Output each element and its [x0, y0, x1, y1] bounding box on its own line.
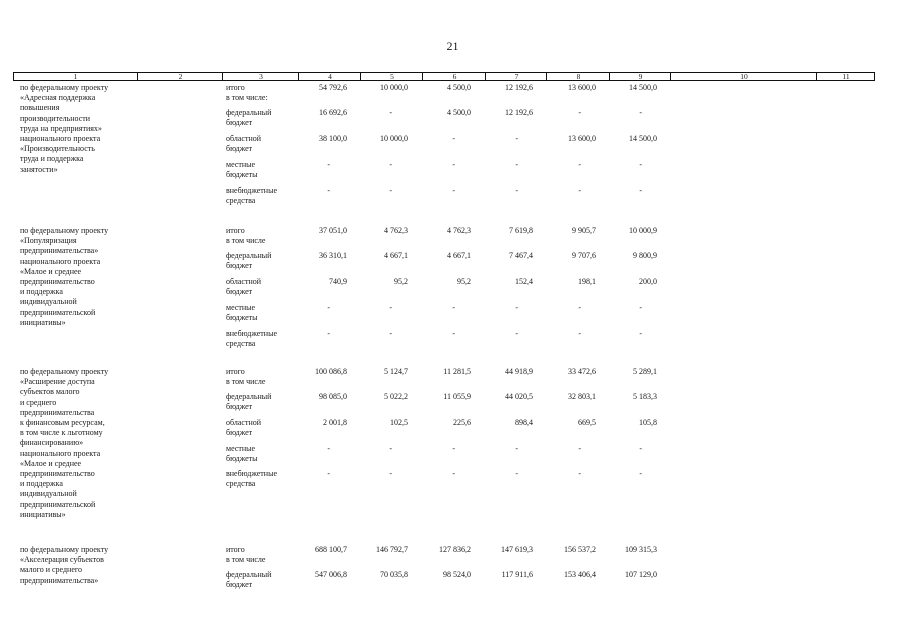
value-total: 100 086,8	[315, 367, 347, 376]
value-year-3: -	[515, 329, 518, 338]
value-total: 16 692,6	[319, 108, 347, 117]
value-year-1: 102,5	[390, 418, 408, 427]
value-year-5: -	[639, 444, 642, 453]
value-year-4: -	[578, 303, 581, 312]
funding-source-label: областной бюджет	[226, 277, 262, 297]
header-col-5: 5	[360, 73, 423, 81]
table-row	[0, 570, 905, 594]
value-year-2: 98 524,0	[443, 570, 471, 579]
header-col-8: 8	[546, 73, 610, 81]
value-year-5: -	[639, 160, 642, 169]
value-year-2: 127 836,2	[439, 545, 471, 554]
value-year-3: -	[515, 303, 518, 312]
value-year-4: 153 406,4	[564, 570, 596, 579]
value-year-5: 200,0	[639, 277, 657, 286]
funding-source-label: внебюджетные средства	[226, 469, 277, 489]
table-row	[0, 329, 905, 353]
value-total: 2 001,8	[323, 418, 347, 427]
value-total: 688 100,7	[315, 545, 347, 554]
funding-source-label: итого в том числе	[226, 367, 266, 387]
project-description: по федеральному проекту «Популяризация предпринимательства» национального проекта «Малое и среднее предпринимательство и поддержка индивидуальной предпринимательской инициативы»	[20, 226, 109, 327]
value-year-4: -	[578, 329, 581, 338]
value-year-2: -	[452, 469, 455, 478]
value-year-2: -	[452, 329, 455, 338]
value-year-5: -	[639, 108, 642, 117]
table-row	[0, 303, 905, 327]
value-year-5: 109 315,3	[625, 545, 657, 554]
value-total: 547 006,8	[315, 570, 347, 579]
value-year-2: -	[452, 303, 455, 312]
funding-source-label: федеральный бюджет	[226, 108, 272, 128]
value-year-4: 13 600,0	[568, 134, 596, 143]
value-year-3: 7 619,8	[509, 226, 533, 235]
value-year-4: -	[578, 444, 581, 453]
value-year-1: 95,2	[394, 277, 408, 286]
value-total: -	[327, 444, 330, 453]
value-total: -	[327, 329, 330, 338]
header-col-7: 7	[485, 73, 547, 81]
value-year-4: 669,5	[578, 418, 596, 427]
value-year-1: 4 762,3	[384, 226, 408, 235]
value-year-3: 898,4	[515, 418, 533, 427]
value-total: 37 051,0	[319, 226, 347, 235]
value-year-4: 198,1	[578, 277, 596, 286]
value-year-1: 5 022,2	[384, 392, 408, 401]
value-total: 98 085,0	[319, 392, 347, 401]
value-year-4: 32 803,1	[568, 392, 596, 401]
table-row	[0, 545, 905, 569]
value-total: 38 100,0	[319, 134, 347, 143]
value-year-2: 4 500,0	[447, 83, 471, 92]
value-year-3: 147 619,3	[501, 545, 533, 554]
table-row	[0, 83, 905, 107]
header-col-1: 1	[73, 72, 78, 81]
value-year-4: 33 472,6	[568, 367, 596, 376]
header-col-4: 4	[298, 73, 361, 81]
value-year-3: 12 192,6	[505, 108, 533, 117]
funding-source-label: внебюджетные средства	[226, 186, 277, 206]
value-year-1: -	[389, 469, 392, 478]
table-row	[0, 160, 905, 184]
value-year-3: -	[515, 469, 518, 478]
value-year-4: 9 905,7	[572, 226, 596, 235]
project-description: по федеральному проекту «Акселерация субъектов малого и среднего предпринимательства»	[20, 545, 109, 585]
value-year-1: 70 035,8	[380, 570, 408, 579]
value-year-5: 14 500,0	[629, 134, 657, 143]
table-row	[0, 186, 905, 210]
value-year-1: -	[389, 108, 392, 117]
header-col-6: 6	[422, 73, 486, 81]
value-year-5: 5 289,1	[633, 367, 657, 376]
funding-source-label: итого в том числе	[226, 226, 266, 246]
table-row	[0, 469, 905, 493]
header-col-9: 9	[609, 73, 671, 81]
value-year-3: 152,4	[515, 277, 533, 286]
table-row	[0, 108, 905, 132]
value-year-1: 5 124,7	[384, 367, 408, 376]
value-year-5: -	[639, 469, 642, 478]
value-year-5: -	[639, 303, 642, 312]
value-year-2: -	[452, 186, 455, 195]
value-year-3: 117 911,6	[501, 570, 533, 579]
table-row	[0, 277, 905, 301]
value-total: -	[327, 303, 330, 312]
funding-source-label: внебюджетные средства	[226, 329, 277, 349]
value-total: 54 792,6	[319, 83, 347, 92]
project-description: по федеральному проекту «Расширение доступа субъектов малого и среднего предпринимательства к финансовым ресурсам, в том числе к льготному финансированию» национального проекта «Малое и среднее предпринимательство и поддержка индивидуальной предпринимательской инициативы»	[20, 367, 109, 519]
table-row	[0, 251, 905, 275]
value-year-4: -	[578, 108, 581, 117]
table-header-row	[13, 72, 875, 81]
value-year-3: 44 918,9	[505, 367, 533, 376]
funding-source-label: итого в том числе:	[226, 83, 268, 103]
value-year-1: 10 000,0	[380, 83, 408, 92]
value-year-1: 10 000,0	[380, 134, 408, 143]
funding-source-label: областной бюджет	[226, 418, 262, 438]
value-year-4: -	[578, 160, 581, 169]
value-year-4: 156 537,2	[564, 545, 596, 554]
funding-source-label: федеральный бюджет	[226, 251, 272, 271]
header-col-11: 11	[816, 73, 875, 81]
funding-source-label: местные бюджеты	[226, 444, 258, 464]
value-year-5: -	[639, 186, 642, 195]
value-year-5: 5 183,3	[633, 392, 657, 401]
value-year-2: 11 055,9	[443, 392, 471, 401]
value-year-3: 44 020,5	[505, 392, 533, 401]
value-total: 36 310,1	[319, 251, 347, 260]
value-year-5: 107 129,0	[625, 570, 657, 579]
value-year-2: -	[452, 160, 455, 169]
value-year-2: -	[452, 134, 455, 143]
value-year-2: -	[452, 444, 455, 453]
header-col-10: 10	[670, 73, 817, 81]
value-year-1: -	[389, 303, 392, 312]
funding-source-label: областной бюджет	[226, 134, 262, 154]
value-year-3: -	[515, 134, 518, 143]
value-year-3: 12 192,6	[505, 83, 533, 92]
funding-source-label: итого в том числе	[226, 545, 266, 565]
page-number: 21	[446, 39, 459, 53]
value-year-3: -	[515, 186, 518, 195]
funding-source-label: федеральный бюджет	[226, 392, 272, 412]
value-total: -	[327, 160, 330, 169]
header-col-3: 3	[222, 73, 299, 81]
value-year-2: 4 667,1	[447, 251, 471, 260]
table-row	[0, 444, 905, 468]
project-description: по федеральному проекту «Адресная поддержка повышения производительности труда на предприятиях» национального проекта «Производительность труда и поддержка занятости»	[20, 83, 109, 174]
value-year-4: -	[578, 469, 581, 478]
value-year-5: 14 500,0	[629, 83, 657, 92]
value-year-1: -	[389, 186, 392, 195]
table-row	[0, 226, 905, 250]
funding-source-label: местные бюджеты	[226, 160, 258, 180]
value-year-5: 9 800,9	[633, 251, 657, 260]
value-year-4: 13 600,0	[568, 83, 596, 92]
value-year-4: 9 707,6	[572, 251, 596, 260]
value-year-2: 11 281,5	[443, 367, 471, 376]
value-total: 740,9	[329, 277, 347, 286]
value-year-5: -	[639, 329, 642, 338]
table-row	[0, 134, 905, 158]
value-year-2: 4 500,0	[447, 108, 471, 117]
value-year-5: 105,8	[639, 418, 657, 427]
funding-source-label: федеральный бюджет	[226, 570, 272, 590]
value-year-1: 4 667,1	[384, 251, 408, 260]
table-row	[0, 367, 905, 391]
table-row	[0, 418, 905, 442]
value-year-1: -	[389, 329, 392, 338]
header-col-2: 2	[137, 73, 223, 81]
value-year-3: -	[515, 444, 518, 453]
value-total: -	[327, 186, 330, 195]
value-year-2: 95,2	[457, 277, 471, 286]
value-year-1: 146 792,7	[376, 545, 408, 554]
value-year-1: -	[389, 160, 392, 169]
value-year-5: 10 000,9	[629, 226, 657, 235]
value-year-3: -	[515, 160, 518, 169]
table-row	[0, 392, 905, 416]
value-year-2: 4 762,3	[447, 226, 471, 235]
funding-source-label: местные бюджеты	[226, 303, 258, 323]
value-year-3: 7 467,4	[509, 251, 533, 260]
value-year-4: -	[578, 186, 581, 195]
value-total: -	[327, 469, 330, 478]
value-year-2: 225,6	[453, 418, 471, 427]
value-year-1: -	[389, 444, 392, 453]
